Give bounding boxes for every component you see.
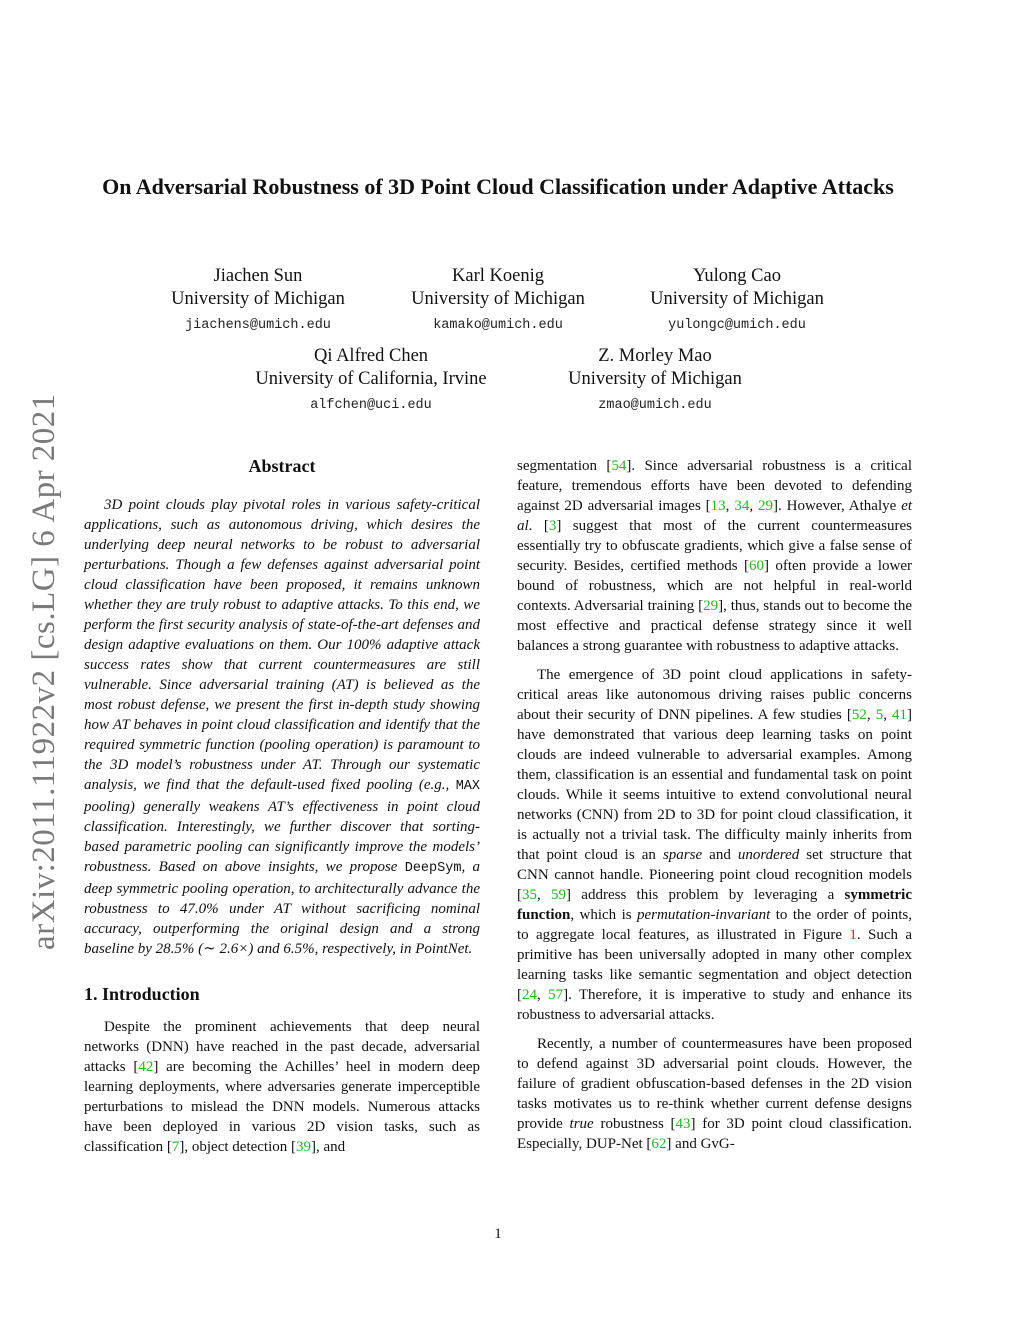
citation-link[interactable]: 29 (703, 598, 719, 614)
citation-link[interactable]: 43 (675, 1116, 691, 1132)
arxiv-stamp: arXiv:2011.11922v2 [cs.LG] 6 Apr 2021 (26, 393, 62, 950)
author-block (398, 265, 598, 341)
author-block (158, 265, 358, 341)
citation-link[interactable]: 42 (138, 1059, 154, 1075)
author-block (555, 345, 755, 421)
citation-link[interactable]: 62 (651, 1136, 667, 1152)
citation-link[interactable]: 54 (611, 458, 627, 474)
author-affiliation: University of Michigan (650, 289, 824, 309)
author-affiliation: University of Michigan (411, 289, 585, 309)
figure-link[interactable]: 1 (849, 927, 857, 943)
citation-link[interactable]: 41 (892, 707, 907, 723)
abstract-heading: Abstract (248, 456, 316, 476)
body-paragraph: The emergence of 3D point cloud applications in safety-critical areas like autonomous driving raises public concerns about their security of DNN pipelines. A few studies [52, 5, 41] have demonstrated that various deep learning tasks on point clouds are indeed vulnerable to adversarial examples. Among them, classification is an essential and fundamental task on point clouds. While it seems intuitive to extend convolutional neural networks (CNN) from 2D to 3D for point cloud classification, it is actually not a trivial task. The difficulty mainly inherits from that point cloud is an sparse and unordered set structure that CNN cannot handle. Pioneering point cloud recognition models [35, 59] address this problem by leveraging a symmetric function, which is permutation-invariant to the order of points, to aggregate local features, as illustrated in Figure 1. Such a primitive has been universally adopted in many other complex learning tasks like semantic segmentation and object detection [24, 57]. Therefore, it is imperative to study and enhance its robustness to adversarial attacks. (517, 667, 913, 1023)
citation-link[interactable]: 3 (548, 518, 557, 534)
citation-link[interactable]: 13 (710, 498, 726, 514)
author-email[interactable]: alfchen@uci.edu (310, 398, 432, 413)
citation-link[interactable]: 34 (734, 498, 750, 514)
body-paragraph: segmentation [54]. Since adversarial robustness is a critical feature, tremendous efforts have been devoted to defending against 2D adversarial images [13, 34, 29]. However, Athalye et al. [3] suggest that most of the current countermeasures essentially try to obfuscate gradients, which give a false sense of security. Besides, certified methods [60] often provide a lower bound of robustness, which are not helpful in real-world contexts. Adversarial training [29], thus, stands out to become the most effective and practical defense strategy since it well balances a strong guarantee with robustness to adaptive attacks. (517, 458, 913, 654)
author-email[interactable]: jiachens@umich.edu (185, 318, 331, 333)
page-number: 1 (494, 1226, 502, 1242)
citation-link[interactable]: 59 (551, 887, 567, 903)
citation-link[interactable]: 52 (851, 707, 867, 723)
author-name: Qi Alfred Chen (313, 346, 429, 366)
code-deepsym: DeepSym (404, 861, 462, 876)
citation-link[interactable]: 5 (875, 707, 884, 723)
author-email[interactable]: zmao@umich.edu (598, 398, 712, 413)
author-name: Yulong Cao (693, 266, 781, 286)
author-affiliation: University of Michigan (568, 369, 742, 389)
right-column (517, 456, 912, 1154)
abstract-body: 3D point clouds play pivotal roles in various safety-critical applications, such as autonomous driving, which desires the underlying deep neural networks to be robust to adversarial perturbations. Though a few defenses against adversarial point cloud classification have been proposed, it remains unknown whether they are truly robust to adaptive attacks. To this end, we perform the first security analysis of state-of-the-art defenses and design adaptive evaluations on them. Our 100% adaptive attack success rates show that current countermeasures are still vulnerable. Since adversarial training (AT) is believed as the most robust defense, we present the first in-depth study showing how AT behaves in point cloud classification and identify that the required symmetric function (pooling operation) is paramount to the 3D model’s robustness under AT. Through our systematic analysis, we find that the default-used fixed pooling (e.g., MAX pooling) generally weakens AT’s effectiveness in point cloud classification. Interestingly, we further discover that sorting-based parametric pooling can significantly improve the models’ robustness. Based on above insights, we propose DeepSym, a deep symmetric pooling operation, to architecturally advance the robustness to 47.0% under AT without sacrificing nominal accuracy, outperforming the original design and a strong baseline by 28.5% (∼ 2.6×) and 6.5%, respectively, in PointNet. (84, 497, 480, 957)
citation-link[interactable]: 29 (757, 498, 773, 514)
author-block (236, 345, 506, 421)
intro-paragraph: Despite the prominent achievements that deep neural networks (DNN) have reached in the past decade, adversarial attacks [42] are becoming the Achilles’ heel in modern deep learning deployments, where adversaries generate imperceptible perturbations to mislead the DNN models. Numerous attacks have been deployed in various 2D vision tasks, such as classification [7], object detection [39], and (84, 1019, 480, 1155)
left-column (84, 455, 480, 1157)
body-paragraph: Recently, a number of countermeasures have been proposed to defend against 3D adversarial point clouds. However, the failure of gradient obfuscation-based defenses in the 2D vision tasks motivates us to re-think whether current defense designs provide true robustness [43] for 3D point cloud classification. Especially, DUP-Net [62] and GvG- (517, 1036, 912, 1152)
author-email[interactable]: kamako@umich.edu (433, 318, 563, 333)
citation-link[interactable]: 7 (171, 1139, 180, 1155)
author-block (637, 265, 837, 341)
intro-heading: 1. Introduction (84, 984, 200, 1004)
citation-link[interactable]: 24 (522, 987, 537, 1003)
paper-title: On Adversarial Robustness of 3D Point Cloud Classification under Adaptive Attacks (102, 174, 894, 199)
code-max: MAX (455, 779, 480, 794)
author-affiliation: University of California, Irvine (255, 369, 487, 389)
author-name: Jiachen Sun (213, 266, 303, 286)
citation-link[interactable]: 57 (548, 987, 564, 1003)
citation-link[interactable]: 35 (522, 887, 537, 903)
citation-link[interactable]: 60 (749, 558, 765, 574)
citation-link[interactable]: 39 (296, 1139, 312, 1155)
author-affiliation: University of Michigan (171, 289, 345, 309)
author-email[interactable]: yulongc@umich.edu (668, 318, 806, 333)
author-name: Z. Morley Mao (598, 346, 712, 366)
author-name: Karl Koenig (452, 266, 544, 286)
